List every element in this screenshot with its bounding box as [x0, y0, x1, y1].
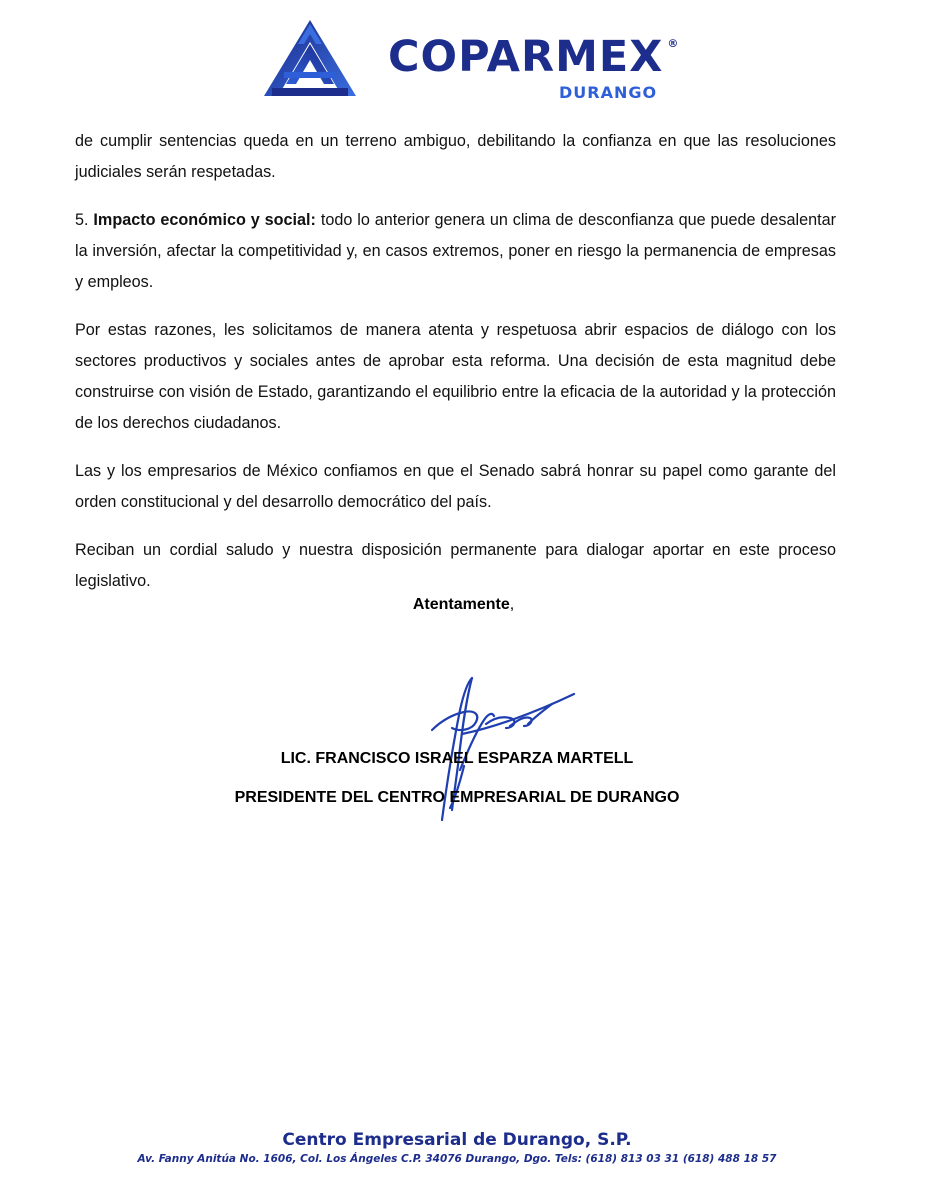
paragraph-1: de cumplir sentencias queda en un terreno ambiguo, debilitando la confianza en que las resoluciones judiciales serán respetadas. [75, 132, 836, 181]
coparmex-logo-icon [262, 18, 358, 100]
paragraph-2 [75, 205, 836, 298]
letterhead [0, 0, 927, 110]
signatory-name: LIC. FRANCISCO ISRAEL ESPARZA MARTELL [280, 750, 634, 767]
closing-punct: , [509, 596, 515, 613]
item-heading: Impacto económico y social: [93, 211, 316, 229]
closing [0, 596, 927, 614]
paragraph-4: Las y los empresarios de México confiamos en que el Senado sabrá honrar su papel como garante del orden constitucional y del desarrollo democrático del país. [75, 462, 836, 511]
brand-name-text: COPARMEX [388, 32, 664, 82]
registered-mark: ® [667, 37, 679, 50]
closing-text: Atentamente [412, 596, 510, 613]
brand-subtitle: DURANGO [559, 83, 658, 102]
signatory-title: PRESIDENTE DEL CENTRO EMPRESARIAL DE DURANGO [234, 789, 680, 806]
brand-name [388, 32, 679, 82]
footer-company: Centro Empresarial de Durango, S.P. [282, 1130, 632, 1150]
paragraph-3: Por estas razones, les solicitamos de manera atenta y respetuosa abrir espacios de diálogo con los sectores productivos y sociales antes de aprobar esta reforma. Una decisión de esta magnitud debe construirse con visión de Estado, garantizando el equilibrio entre la eficacia de la autoridad y la protección de los derechos ciudadanos. [75, 321, 836, 432]
footer-address: Av. Fanny Anitúa No. 1606, Col. Los Ángeles C.P. 34076 Durango, Dgo. Tels: (618) 813 03 31 (618) 488 18 57 [137, 1153, 777, 1165]
item-text: todo lo anterior genera un clima de desconfianza que puede desalentar la inversión, afectar la competitividad y, en casos extremos, poner en riesgo la permanencia de empresas y empleos. [75, 211, 837, 291]
paragraph-5: Reciban un cordial saludo y nuestra disposición permanente para dialogar aportar en este proceso legislativo. [75, 541, 836, 590]
letter-body [75, 126, 836, 614]
item-number: 5. [75, 211, 89, 229]
